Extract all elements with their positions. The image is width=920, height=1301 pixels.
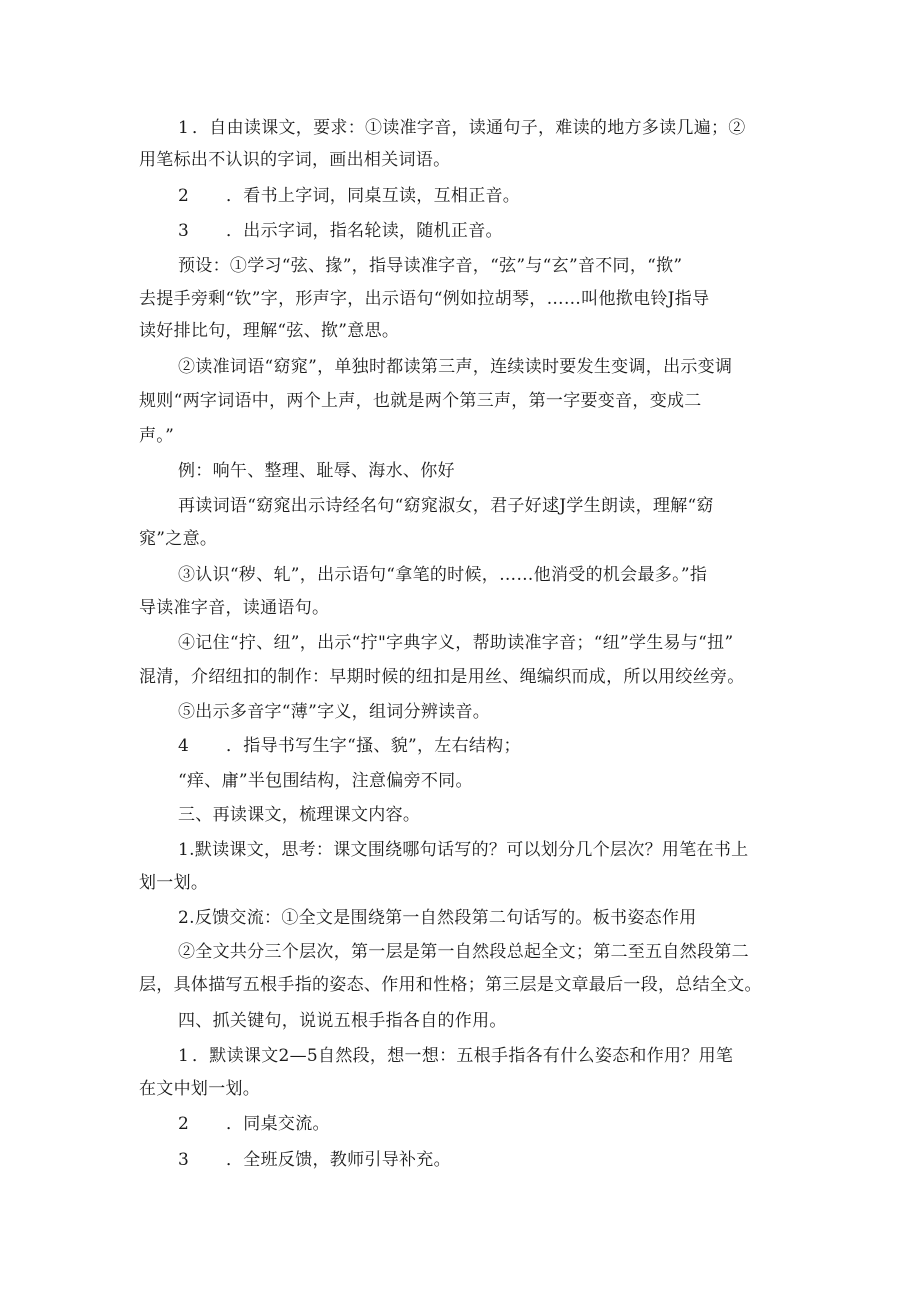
- paragraph-writing: [178, 731, 823, 762]
- paragraph-preset: 预设：①学习“弦、掾”，指导读准字音，“弦”与“玄”音不同，“揿”: [178, 256, 683, 276]
- paragraph-line: 在文中划一划。: [139, 1079, 261, 1099]
- paragraph-feedback: 2.反馈交流：①全文是围绕第一自然段第二句话写的。板书姿态作用: [178, 908, 697, 928]
- list-number: 3: [178, 221, 190, 241]
- text-line: ．全班反馈，教师引导补充。: [226, 1150, 451, 1170]
- paragraph-class-feedback: [178, 1145, 823, 1176]
- paragraph-remember: ④记住“拧、纽”，出示“拧"字典字义，帮助读准字音；“纽”学生易与“扭”: [178, 633, 734, 653]
- paragraph-polyphone: ⑤出示多音字“薄”字义，组词分辨读音。: [178, 702, 491, 722]
- section-heading-4: 四、抓关键句，说说五根手指各自的作用。: [178, 1011, 507, 1031]
- list-number: 2: [178, 1114, 190, 1134]
- paragraph-example: 例：响午、整理、耻辱、海水、你好: [178, 461, 455, 481]
- paragraph-layers: ②全文共分三个层次，第一层是第一自然段总起全文；第二至五自然段第二: [178, 942, 749, 962]
- paragraph-line: 窕”之意。: [139, 529, 218, 549]
- text-line: ．出示字词，指名轮读，随机正音。: [226, 221, 503, 241]
- list-number: 3: [178, 1150, 190, 1170]
- list-number: 1: [178, 1046, 190, 1066]
- paragraph-yaotiao: ②读准词语“窈窕”，单独时都读第三声，连续读时要发生变调，出示变调: [178, 357, 733, 377]
- text-line: ．默读课文2—5自然段，想一想：五根手指各有什么姿态和作用？用笔: [192, 1046, 734, 1066]
- paragraph-line: 读好排比句，理解“弦、揿”意思。: [139, 321, 400, 341]
- text-line: ．同桌交流。: [226, 1114, 330, 1134]
- list-number: 4: [178, 736, 190, 756]
- text-line: ．自由读课文，要求：①读准字音，读通句子，难读的地方多读几遍；②: [192, 118, 746, 138]
- paragraph-silent-read-2: [178, 1041, 823, 1072]
- list-number: 1: [178, 118, 190, 138]
- paragraph-peer-read: [178, 181, 823, 212]
- paragraph-silent-read: 1.默读课文，思考：课文围绕哪句话写的？可以划分几个层次？用笔在书上: [178, 840, 749, 860]
- paragraph-line: 规则“两字词语中，两个上声，也就是两个第三声，第一字要变音，变成二: [139, 391, 702, 411]
- list-number: 2: [178, 186, 190, 206]
- paragraph-line: 声。”: [139, 426, 175, 446]
- paragraph-line: 用笔标出不认识的字词，画出相关词语。: [139, 150, 451, 170]
- paragraph-line: 划一划。: [139, 873, 209, 893]
- paragraph-line: 混清，介绍纽扣的制作：早期时候的纽扣是用丝、绳编织而成，所以用绞丝旁。: [139, 667, 745, 687]
- text-line: ．看书上字词，同桌互读，互相正音。: [226, 186, 521, 206]
- paragraph-line: 导读准字音，读通语句。: [139, 598, 330, 618]
- paragraph-recognize: ③认识“秽、轧”，出示语句“拿笔的时候，……他消受的机会最多。”指: [178, 565, 708, 585]
- paragraph-read-freely: [178, 113, 823, 144]
- section-heading-3: 三、再读课文，梳理课文内容。: [178, 805, 421, 825]
- paragraph-reread: 再读词语“窈窕出示诗经名句“窈窕淑女，君子好逑J学生朗读，理解“窈: [178, 496, 714, 516]
- paragraph-structure: “痒、庸”半包围结构，注意偏旁不同。: [178, 771, 473, 791]
- paragraph-show-words: [178, 216, 823, 247]
- paragraph-desk-exchange: [178, 1109, 823, 1140]
- paragraph-line: 去提手旁剩“钦”字，形声字，出示语句“例如拉胡琴，……叫他揿电铃J指导: [139, 289, 710, 309]
- text-line: ．指导书写生字“搔、貌”，左右结构；: [226, 736, 521, 756]
- paragraph-line: 层，具体描写五根手指的姿态、作用和性格；第三层是文章最后一段，总结全文。: [139, 975, 762, 995]
